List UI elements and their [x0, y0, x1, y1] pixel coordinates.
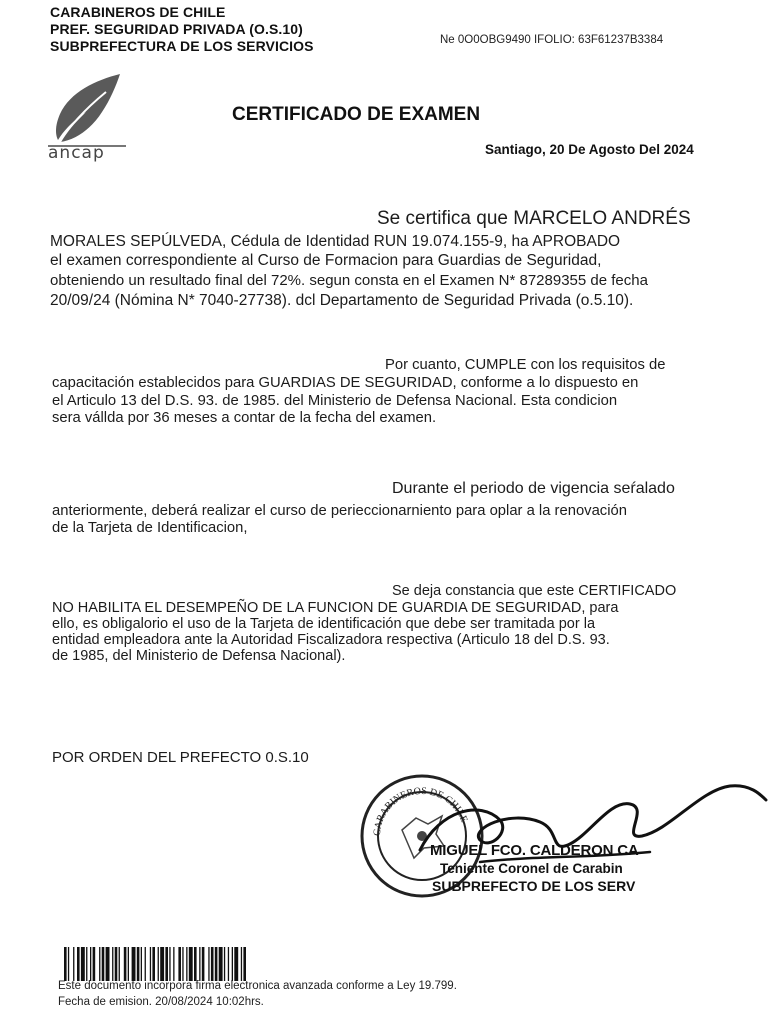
paragraph-2-line-3: el Articulo 13 del D.S. 93. de 1985. del Ministerio de Defensa Nacional. Esta condicion	[52, 393, 618, 409]
signer-name: MIGUEL FCO. CALDERON CA	[430, 842, 639, 859]
paragraph-4-line-1: Se deja constancia que este CERTIFICADO	[392, 583, 677, 599]
paragraph-4-line-5: de 1985, del Ministerio de Defensa Nacional).	[52, 648, 346, 664]
org-name-line-2: PREF. SEGURIDAD PRIVADA (O.S.10)	[50, 21, 303, 37]
signer-office: SUBPREFECTO DE LOS SERV	[432, 878, 636, 894]
footer-electronic-signature-note: Este documento incorpora firma electronica avanzada conforme a Ley 19.799.	[58, 980, 457, 992]
paragraph-3-line-2: anteriormente, deberá realizar el curso de perieccionarniento para oplar a la renovación	[52, 503, 627, 519]
seal-text: CARABINEROS DE CHILE	[371, 785, 470, 837]
paragraph-1-line-5: 20/09/24 (Nómina N* 7040-27738). dcl Departamento de Seguridad Privada (o.5.10).	[50, 292, 634, 309]
org-name-line-1: CARABINEROS DE CHILE	[50, 4, 226, 20]
order-line: POR ORDEN DEL PREFECTO 0.S.10	[52, 749, 309, 766]
org-name-line-3: SUBPREFECTURA DE LOS SERVICIOS	[50, 38, 314, 54]
issue-date: Santiago, 20 De Agosto Del 2024	[485, 142, 694, 157]
paragraph-2-line-4: sera vállda por 36 meses a contar de la fecha del examen.	[52, 410, 437, 426]
barcode-icon	[64, 947, 326, 981]
paragraph-2-line-1: Por cuanto, CUMPLE con los requisitos de	[385, 357, 666, 373]
paragraph-3-line-1: Durante el periodo de vigencia seŕalado	[392, 480, 675, 497]
paragraph-2-line-2: capacitación establecidos para GUARDIAS DE SEGURIDAD, conforme a lo dispuesto en	[52, 375, 639, 391]
paragraph-4-line-4: entidad empleadora ante la Autoridad Fiscalizadora respectiva (Articulo 18 del D.S. 93.	[52, 632, 610, 648]
paragraph-1-line-2: MORALES SEPÚLVEDA, Cédula de Identidad RUN 19.074.155-9, ha APROBADO	[50, 233, 621, 250]
folio-number: Ne 0O0OBG9490 IFOLIO: 63F61237B3384	[440, 34, 664, 46]
paragraph-1-line-3: el examen correspondiente al Curso de Formacion para Guardias de Seguridad,	[50, 252, 602, 269]
signer-rank: Teniente Coronel de Carabin	[440, 861, 623, 876]
paragraph-1-line-4: obteniendo un resultado final del 72%. segun consta en el Examen N* 87289355 de fecha	[50, 272, 648, 289]
paragraph-4-line-3: ello, es obligalorio el uso de la Tarjeta de identificación que debe ser tramitada por la	[52, 616, 596, 632]
logo-wordmark: ancap	[48, 143, 105, 163]
document-title: CERTIFICADO DE EXAMEN	[232, 104, 481, 125]
footer-emission-date: Fecha de emision. 20/08/2024 10:02hrs.	[58, 996, 264, 1008]
paragraph-1-line-1: Se certifica que MARCELO ANDRÉS	[377, 208, 691, 229]
paragraph-4-line-2: NO HABILITA EL DESEMPEÑO DE LA FUNCION DE GUARDIA DE SEGURIDAD, para	[52, 600, 619, 616]
paragraph-3-line-3: de la Tarjeta de Identificacion,	[52, 520, 248, 536]
